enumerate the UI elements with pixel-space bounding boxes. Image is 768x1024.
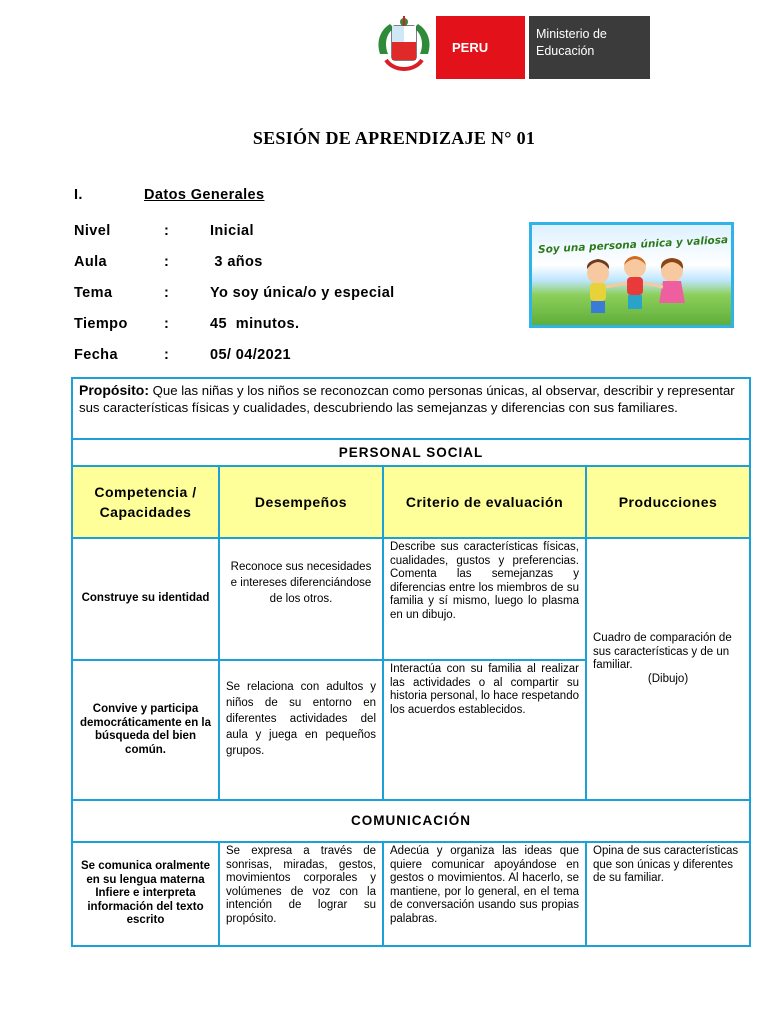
- section-title: Datos Generales: [144, 187, 265, 203]
- section-heading: [74, 187, 264, 203]
- info-value: 3 años: [210, 254, 263, 270]
- producciones-cell: [586, 538, 750, 800]
- criterio-cell: Interactúa con su familia al realizar las actividades o al compartir su historia personal, lo hace respetando los acuerdos establecidos.: [383, 660, 586, 800]
- info-colon: :: [164, 223, 170, 239]
- info-colon: :: [164, 285, 170, 301]
- criterio-cell: Adecúa y organiza las ideas que quiere comunicar apoyándose en gestos o movimientos. Al hacerlo, se mantiene, por lo general, en el tema de conversación usando sus propias palabras.: [383, 842, 586, 946]
- logo-ministry-line2: Educación: [536, 44, 595, 58]
- desempeno-cell: Se expresa a través de sonrisas, miradas, gestos, movimientos corporales y volúmenes de voz con la intención de lograr su propósito.: [219, 842, 383, 946]
- producciones-cell: Opina de sus características que son únicas y diferentes de su familiar.: [586, 842, 750, 946]
- competencia-cell: [72, 842, 219, 946]
- column-header-criterio: Criterio de evaluación: [383, 466, 586, 538]
- info-value: 45 minutos.: [210, 316, 300, 332]
- document-title: SESIÓN DE APRENDIZAJE N° 01: [252, 128, 536, 148]
- info-value: Inicial: [210, 223, 254, 239]
- info-label: Aula: [74, 254, 108, 270]
- section-number: I.: [74, 187, 83, 203]
- banner-caption: Soy una persona única y valiosa: [537, 234, 729, 256]
- info-label: Fecha: [74, 347, 118, 363]
- info-value: Yo soy única/o y especial: [210, 285, 395, 301]
- competencia-cell: Construye su identidad: [72, 538, 219, 660]
- children-banner-image: [529, 222, 734, 328]
- criterio-cell: Describe sus características físicas, cualidades, gustos y preferencias. Comenta las semejanzas y diferencias entre los miembros de su familia y sí mismo, luego lo plasma en un dibujo.: [383, 538, 586, 660]
- purpose-cell: [72, 378, 750, 439]
- desempeno-text: Se relaciona con adultos y niños de su entorno en diferentes actividades del aula y juega en pequeños grupos.: [226, 681, 376, 757]
- peru-coat-of-arms-icon: [372, 16, 436, 79]
- desempeno-text: Reconoce sus necesidades e intereses diferenciándose de los otros.: [230, 561, 372, 605]
- info-value: 05/ 04/2021: [210, 347, 291, 363]
- info-label: Nivel: [74, 223, 111, 239]
- logo-ministry-label: [529, 16, 650, 79]
- produccion-text: Cuadro de comparación de sus características y de un familiar.: [593, 632, 732, 671]
- info-colon: :: [164, 347, 170, 363]
- learning-session-table: [71, 377, 751, 947]
- produccion-note: (Dibujo): [647, 672, 689, 685]
- info-colon: :: [164, 316, 170, 332]
- competencia-text: Infiere e interpreta información del texto escrito: [87, 887, 204, 927]
- info-label: Tema: [74, 285, 113, 301]
- info-label: Tiempo: [74, 316, 128, 332]
- column-header-desempenos: Desempeños: [219, 466, 383, 538]
- desempeno-cell: [219, 660, 383, 800]
- competencia-cell: Convive y participa democráticamente en la búsqueda del bien común.: [72, 660, 219, 800]
- desempeno-cell: [219, 538, 383, 660]
- logo-country-label: PERU: [436, 16, 525, 79]
- column-header-producciones: Producciones: [586, 466, 750, 538]
- column-header-competencia: Competencia / Capacidades: [72, 466, 219, 538]
- ministry-logo: [372, 16, 650, 79]
- children-illustration-icon: [532, 225, 731, 325]
- purpose-label: Propósito:: [79, 382, 149, 398]
- info-colon: :: [164, 254, 170, 270]
- logo-ministry-line1: Ministerio de: [536, 27, 607, 41]
- competencia-text: Se comunica oralmente en su lengua materna: [80, 860, 211, 886]
- purpose-text: Que las niñas y los niños se reconozcan como personas únicas, al observar, describir y representar sus características físicas y cualidades, descubriendo las semejanzas y diferencias con sus familiares.: [79, 383, 735, 415]
- area-heading-comunicacion: COMUNICACIÓN: [72, 800, 750, 842]
- area-heading-personal-social: PERSONAL SOCIAL: [72, 439, 750, 466]
